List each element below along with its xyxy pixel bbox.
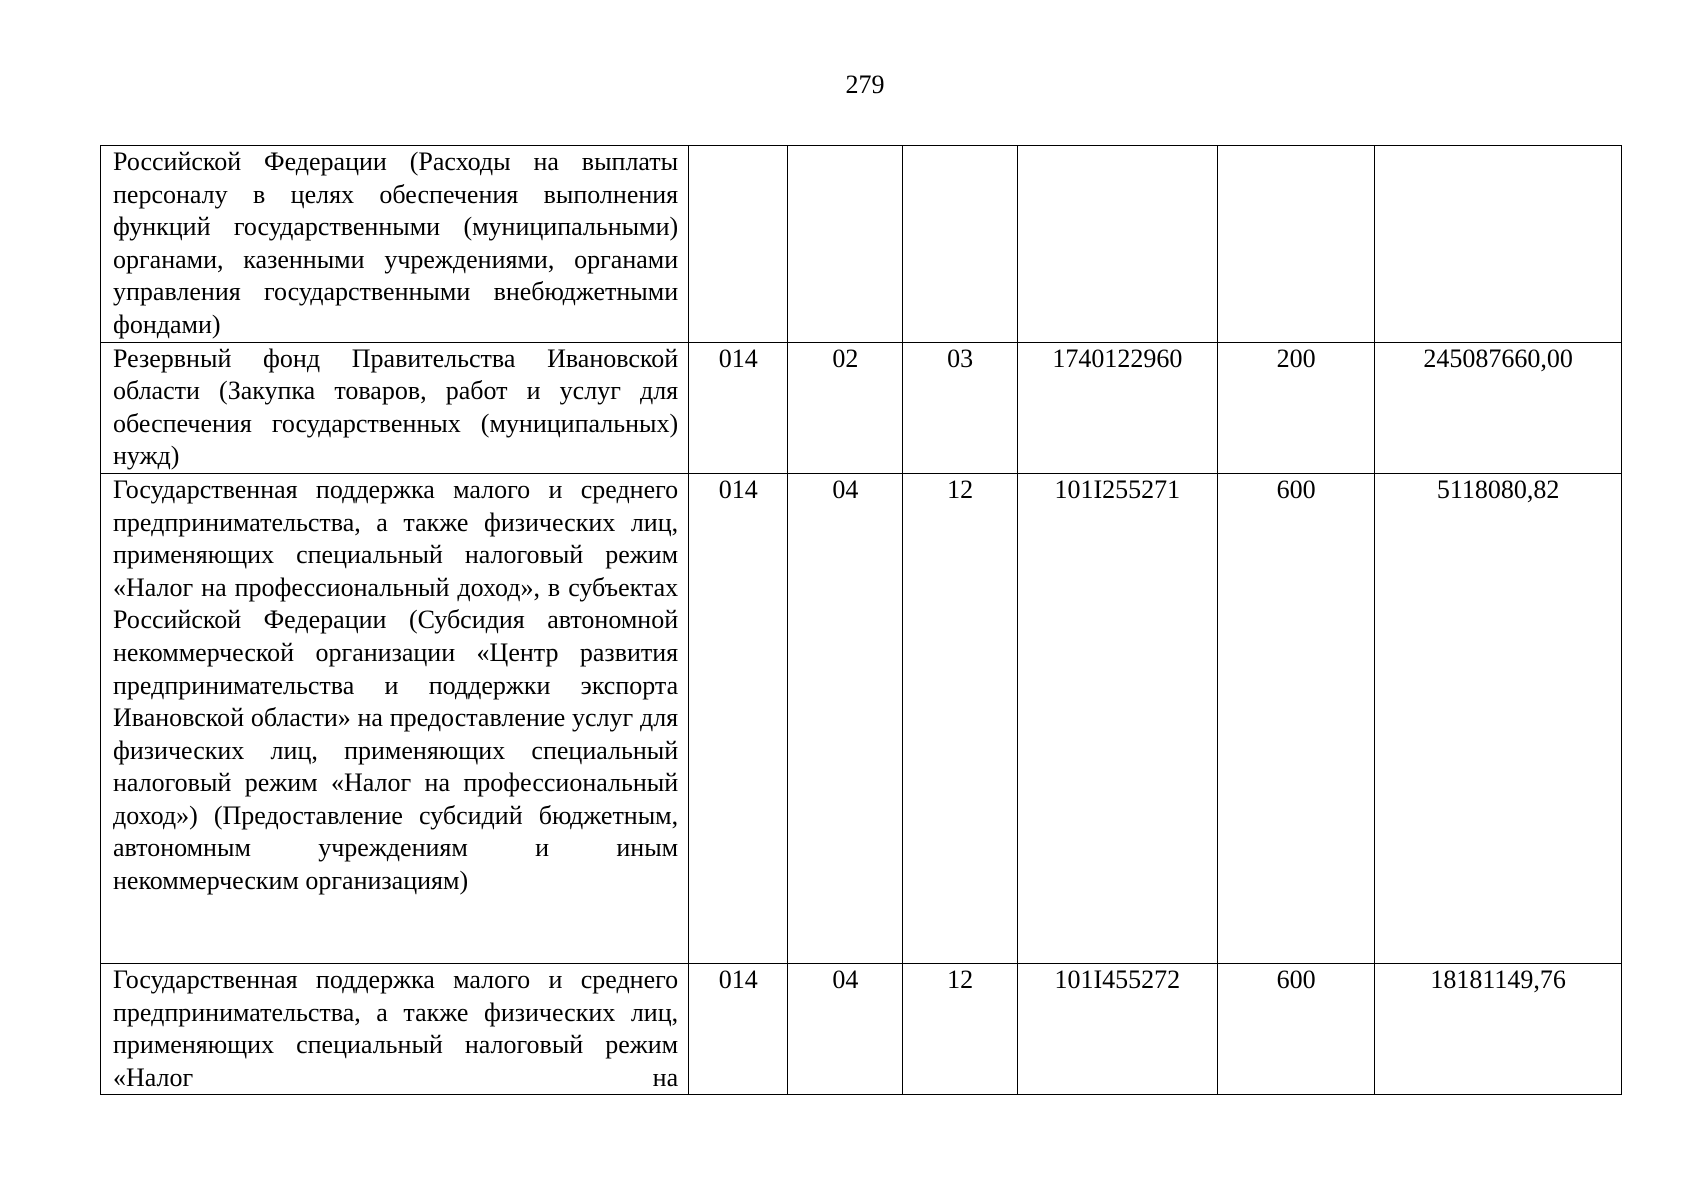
table-row (101, 963, 1622, 1094)
amount-cell (1375, 146, 1622, 343)
expense-type-cell: 600 (1218, 963, 1375, 1094)
table-row (101, 342, 1622, 473)
amount-cell: 5118080,82 (1375, 473, 1622, 963)
expense-type-cell: 600 (1218, 473, 1375, 963)
section-code-cell: 04 (788, 473, 903, 963)
description-cell (101, 342, 689, 473)
amount-cell: 18181149,76 (1375, 963, 1622, 1094)
description-cell (101, 146, 689, 343)
target-article-cell: 101I455272 (1017, 963, 1217, 1094)
description-text: Российской Федерации (Расходы на выплаты персоналу в целях обеспечения выполнения функций государственными (муниципальными) органами, казенными учреждениями, органами управления государственными внебюджетными фондами) (113, 147, 679, 339)
page-number: 279 (845, 70, 885, 99)
section-code-cell: 04 (788, 963, 903, 1094)
ministry-code-cell: 014 (689, 963, 788, 1094)
subsection-code-cell (903, 146, 1017, 343)
amount-cell: 245087660,00 (1375, 342, 1622, 473)
subsection-code-cell: 12 (903, 473, 1017, 963)
subsection-code-cell: 12 (903, 963, 1017, 1094)
section-code-cell: 02 (788, 342, 903, 473)
target-article-cell: 101I255271 (1017, 473, 1217, 963)
description-text: Государственная поддержка малого и среднего предпринимательства, а также физических лиц, применяющих специальный налоговый режим «Налог на профессиональный доход», в субъектах Российской Федерации (Субсидия автономной некоммерческой организации «Центр развития предпринимательства и поддержки экспорта Ивановской области» на предоставление услуг для физических лиц, применяющих специальный налоговый режим «Налог на профессиональный доход») (Предоставление субсидий бюджетным, автономным учреждениям и иным некоммерческим организациям) (113, 474, 679, 896)
description-cell (101, 473, 689, 963)
expense-type-cell: 200 (1218, 342, 1375, 473)
description-text: Государственная поддержка малого и среднего предпринимательства, а также физических лиц, применяющих специальный налоговый режим «Налог на (113, 964, 679, 1092)
ministry-code-cell: 014 (689, 473, 788, 963)
ministry-code-cell (689, 146, 788, 343)
target-article-cell (1017, 146, 1217, 343)
budget-table (100, 145, 1622, 1095)
table-row (101, 473, 1622, 963)
ministry-code-cell: 014 (689, 342, 788, 473)
description-text: Резервный фонд Правительства Ивановской области (Закупка товаров, работ и услуг для обеспечения государственных (муниципальных) нужд) (113, 343, 679, 471)
description-cell (101, 963, 689, 1094)
table-row (101, 146, 1622, 343)
subsection-code-cell: 03 (903, 342, 1017, 473)
target-article-cell: 1740122960 (1017, 342, 1217, 473)
section-code-cell (788, 146, 903, 343)
expense-type-cell (1218, 146, 1375, 343)
